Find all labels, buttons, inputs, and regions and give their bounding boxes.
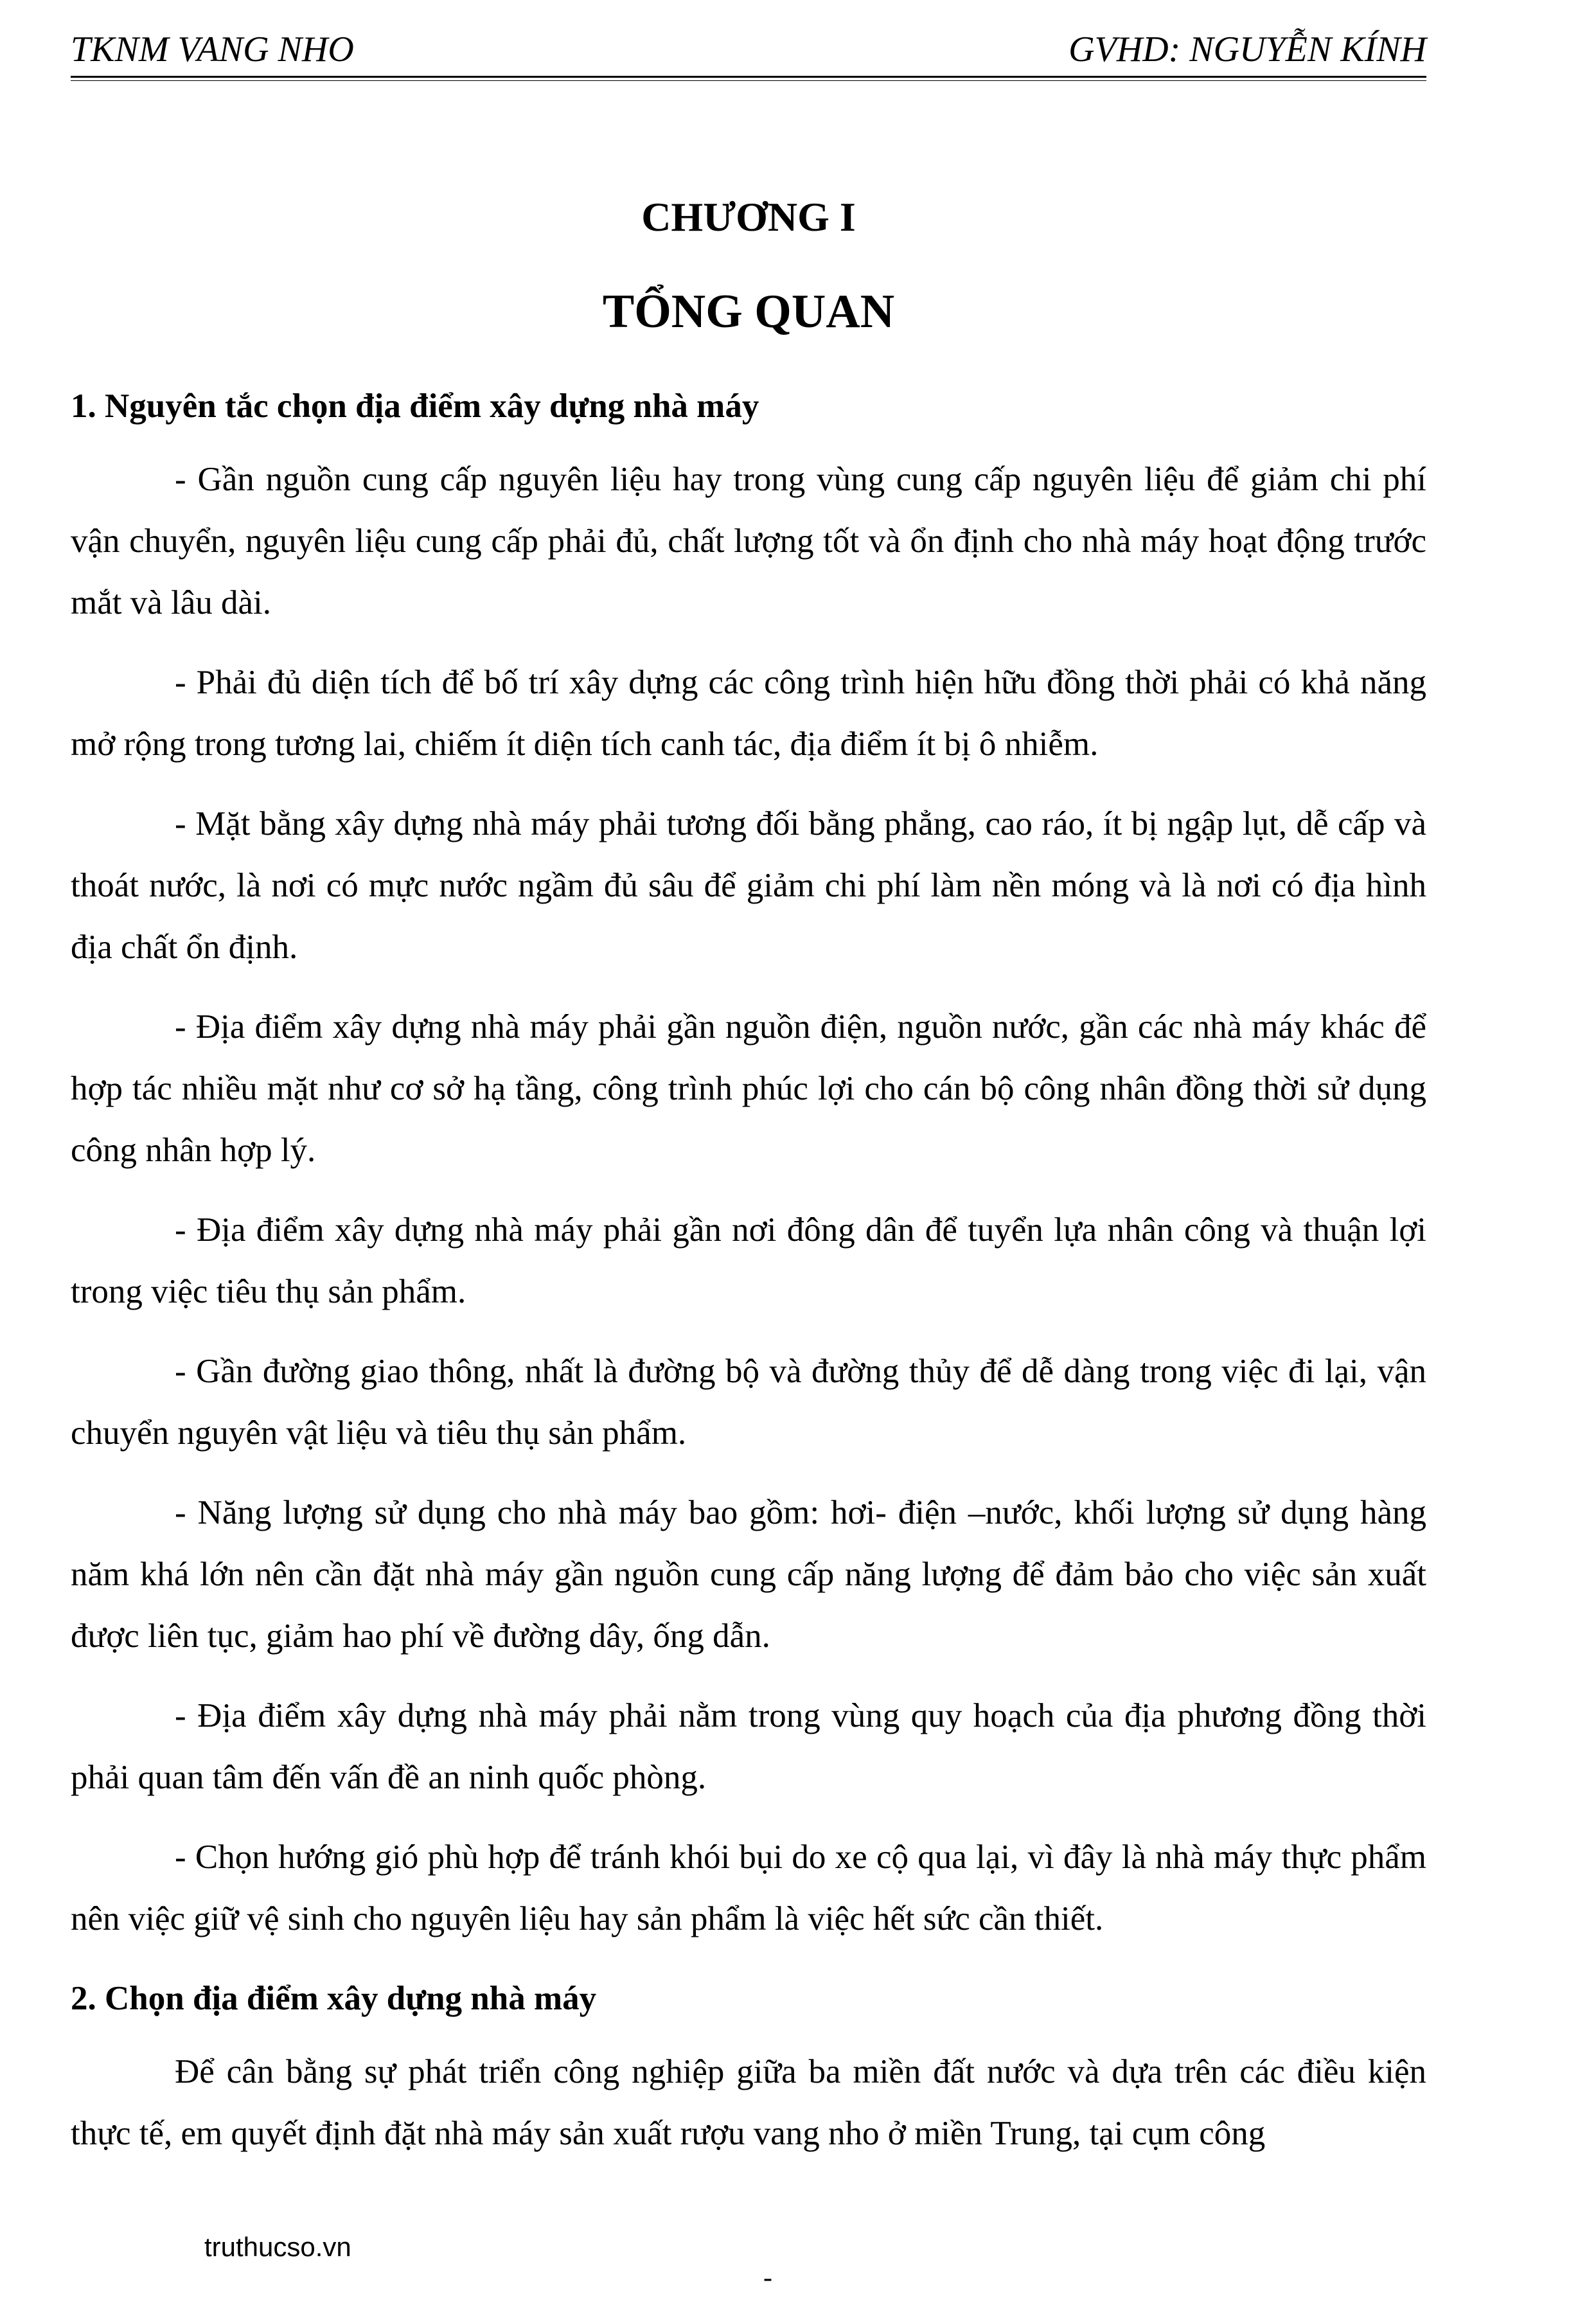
footer-watermark: truthucso.vn (204, 2232, 351, 2262)
chapter-number: CHƯƠNG I (641, 194, 856, 240)
paragraph: - Địa điểm xây dựng nhà máy phải gần nơi đông dân để tuyển lựa nhân công và thuận lợi trong việc tiêu thụ sản phẩm. (71, 1211, 1426, 1310)
section-heading-2: 2. Chọn địa điểm xây dựng nhà máy (71, 1980, 597, 2017)
paragraph: Để cân bằng sự phát triển công nghiệp giữa ba miền đất nước và dựa trên các điều kiện thực tế, em quyết định đặt nhà máy sản xuất rượu vang nho ở miền Trung, tại cụm công (71, 2053, 1426, 2152)
paragraph: - Chọn hướng gió phù hợp để tránh khói bụi do xe cộ qua lại, vì đây là nhà máy thực phẩm nên việc giữ vệ sinh cho nguyên liệu hay sản phẩm là việc hết sức cần thiết. (71, 1838, 1426, 1937)
page-header (71, 27, 1426, 72)
header-title: TKNM VANG NHO (71, 30, 354, 69)
header-advisor: GVHD: NGUYỄN KÍNH (1068, 30, 1426, 69)
paragraph: - Phải đủ diện tích để bố trí xây dựng các công trình hiện hữu đồng thời phải có khả năng mở rộng trong tương lai, chiếm ít diện tích canh tác, địa điểm ít bị ô nhiễm. (71, 664, 1426, 763)
page-number-mark: - (763, 2263, 772, 2293)
section-heading-1: 1. Nguyên tắc chọn địa điểm xây dựng nhà máy (71, 387, 759, 425)
header-divider (71, 76, 1426, 81)
paragraph: - Địa điểm xây dựng nhà máy phải nằm trong vùng quy hoạch của địa phương đồng thời phải quan tâm đến vấn đề an ninh quốc phòng. (71, 1697, 1426, 1796)
paragraph: - Gần nguồn cung cấp nguyên liệu hay trong vùng cung cấp nguyên liệu để giảm chi phí vận chuyển, nguyên liệu cung cấp phải đủ, chất lượng tốt và ổn định cho nhà máy hoạt động trước mắt và lâu dài. (71, 461, 1426, 621)
paragraph: - Địa điểm xây dựng nhà máy phải gần nguồn điện, nguồn nước, gần các nhà máy khác để hợp tác nhiều mặt như cơ sở hạ tầng, công trình phúc lợi cho cán bộ công nhân đồng thời sử dụng công nhân hợp lý. (71, 1008, 1426, 1169)
chapter-title: TỔNG QUAN (602, 285, 895, 338)
document-body (71, 375, 1426, 2164)
paragraph: - Mặt bằng xây dựng nhà máy phải tương đối bằng phẳng, cao ráo, ít bị ngập lụt, dễ cấp và thoát nước, là nơi có mực nước ngầm đủ sâu để giảm chi phí làm nền móng và là nơi có địa hình địa chất ổn định. (71, 805, 1426, 966)
paragraph: - Gần đường giao thông, nhất là đường bộ và đường thủy để dễ dàng trong việc đi lại, vận chuyển nguyên vật liệu và tiêu thụ sản phẩm. (71, 1353, 1426, 1452)
paragraph: - Năng lượng sử dụng cho nhà máy bao gồm: hơi- điện –nước, khối lượng sử dụng hàng năm khá lớn nên cần đặt nhà máy gần nguồn cung cấp năng lượng để đảm bảo cho việc sản xuất được liên tục, giảm hao phí về đường dây, ống dẫn. (71, 1494, 1426, 1655)
